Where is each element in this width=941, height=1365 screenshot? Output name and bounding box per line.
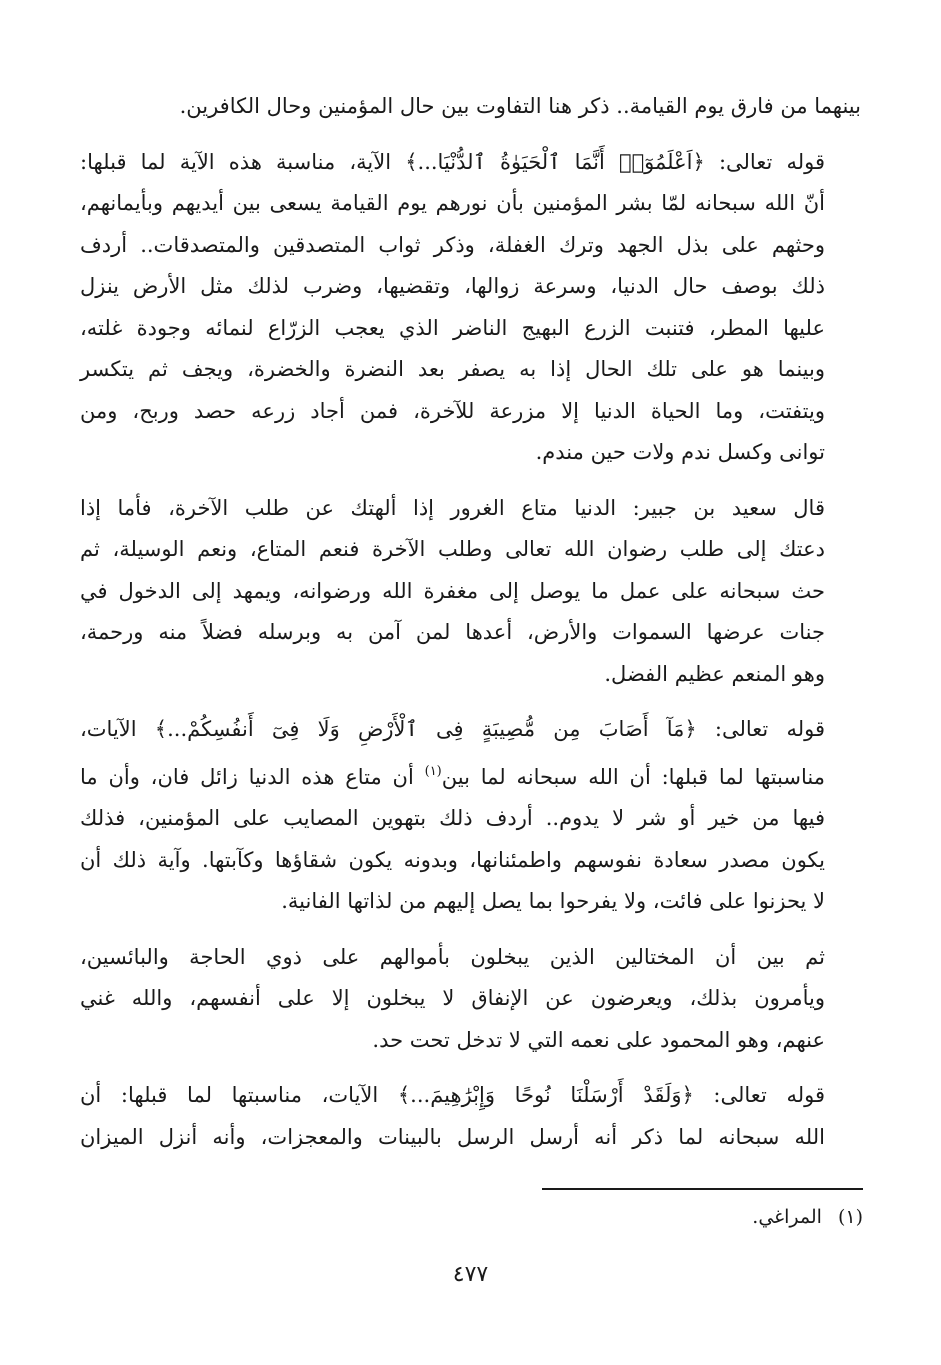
paragraph (80, 709, 861, 923)
text-line: قال سعيد بن جبير: الدنيا متاع الغرور إذا ألهتك عن طلب الآخرة، فأما إذا (80, 495, 825, 520)
paragraph (80, 488, 861, 696)
page-number: ٤٧٧ (452, 1262, 489, 1287)
text-line: ويأمرون بذلك، ويعرضون عن الإنفاق لا يبخلون إلا على أنفسهم، والله غني (80, 986, 825, 1010)
body-text (80, 86, 861, 1172)
paragraph (80, 1075, 861, 1158)
text-line: عليها المطر، فتنبت الزرع البهيج الناضر الذي يعجب الزرّاع لنمائه وجودة غلته، (80, 315, 825, 340)
text-line: وحثهم على بذل الجهد وترك الغفلة، وذكر ثواب المتصدقين والمتصدقات.. أردف (80, 232, 825, 257)
paragraph (80, 142, 861, 474)
text-line: قوله تعالى: ﴿وَلَقَدْ أَرْسَلْنَا نُوحًا وَإِبْرَٰهِيمَ...﴾ الآيات، مناسبتها لما قبلها: أن (80, 1083, 825, 1107)
text-line: يكون مصدر سعادة نفوسهم واطمئنانها، وبدونه يكون شقاؤها وكآبتها. وآية ذلك أن (80, 847, 825, 872)
footnote (752, 1206, 863, 1228)
text-line: جنات عرضها السموات والأرض، أعدها لمن آمن به وبرسله فضلاً منه ورحمة، (80, 620, 825, 644)
footnote-number: (١) (837, 1206, 863, 1228)
text-line: ثم بين أن المختالين الذين يبخلون بأموالهم على ذوي الحاجة والبائسين، (80, 944, 825, 969)
text-line: حث سبحانه على عمل ما يوصل إلى مغفرة الله ورضوانه، ويمهد إلى الدخول في (80, 578, 825, 603)
text-line: أنّ الله سبحانه لمّا بشر المؤمنين بأن نورهم يوم القيامة يسعى بين أيديهم وبأيمانهم، (80, 191, 825, 215)
text-line: وبينما هو على تلك الحال إذا به يصفر بعد النضرة والخضرة، ويجف ثم يتكسر (80, 357, 825, 381)
text-line: عنهم، وهو المحمود على نعمه التي لا تدخل تحت حد. (372, 1027, 825, 1052)
text-line: قوله تعالى: ﴿مَآ أَصَابَ مِن مُّصِيبَةٍ فِى ٱلْأَرْضِ وَلَا فِىٓ أَنفُسِكُمْ...﴾ الآيات، (80, 717, 825, 741)
footnote-ref-mark: (١) (424, 763, 442, 779)
text-fragment: مناسبتها لما قبلها: أن الله سبحانه لما بين (441, 764, 825, 789)
text-line: دعتك إلى طلب رضوان الله تعالى وطلب الآخرة فنعم المتاع، ونعم الوسيلة، ثم (80, 537, 825, 561)
text-line: ويتفتت، وما الحياة الدنيا إلا مزرعة للآخرة، فمن أجاد زرعه حصد وربح، ومن (80, 398, 825, 423)
text-line: قوله تعالى: ﴿اَعْلَمُوٓا۟ أَنَّمَا ٱلْحَيَوٰةُ ٱلدُّنْيَا...﴾ الآية، مناسبة هذه الآية لما قبلها: (80, 149, 825, 174)
text-line: وهو المنعم عظيم الفضل. (604, 661, 825, 686)
text-line: بينهما من فارق يوم القيامة.. ذكر هنا التفاوت بين حال المؤمنين وحال الكافرين. (179, 94, 861, 118)
text-line: لا يحزنوا على فائت، ولا يفرحوا بما يصل إليهم من لذاتها الفانية. (281, 889, 825, 913)
footnote-divider (542, 1188, 863, 1190)
text-line: الله سبحانه لما ذكر أنه أرسل الرسل بالبينات والمعجزات، وأنه أنزل الميزان (80, 1124, 825, 1149)
paragraph (80, 86, 861, 128)
footnote-text: المراغي. (752, 1206, 822, 1228)
text-line: فيها من خير أو شر لا يدوم.. أردف ذلك بتهوين المصايب على المؤمنين، فذلك (80, 806, 825, 830)
paragraph (80, 937, 861, 1062)
text-fragment: أن متاع هذه الدنيا زائل فان، وأن ما (80, 764, 414, 789)
text-line: ذلك بوصف حال الدنيا، وسرعة زوالها، وتقضيها، وضرب لذلك مثل الأرض ينزل (80, 274, 825, 298)
text-line: توانى وكسل ندم ولات حين مندم. (535, 440, 825, 464)
text-line (80, 751, 861, 799)
